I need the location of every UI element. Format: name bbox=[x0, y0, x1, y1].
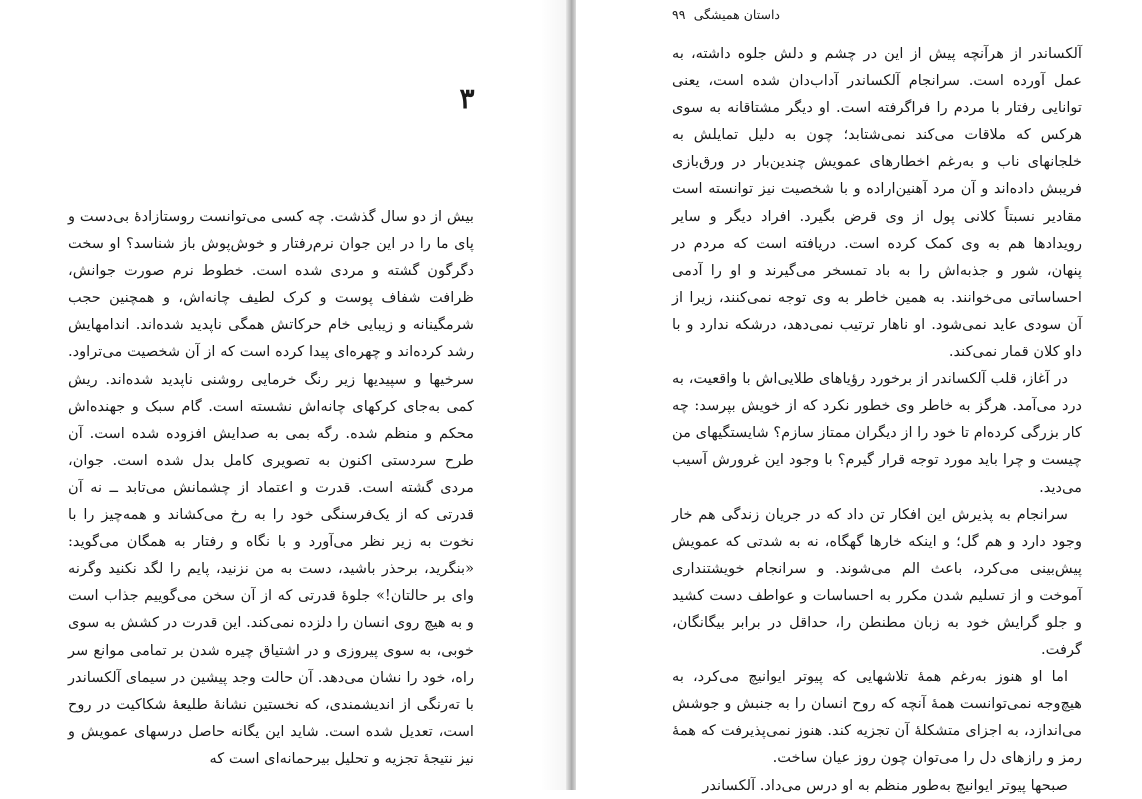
text-line: سرانجام به پذیرش این افکار تن داد که در جریان زندگی هم خار bbox=[672, 505, 1068, 523]
text-paragraph bbox=[68, 203, 474, 772]
text-line: به رخ می‌کشاند و همه‌چیز را با نخوت به زیر نظر می‌آورد و با نگاه و bbox=[68, 506, 475, 551]
text-line: زیبایی خام حرکاتش همگی ناپدید شده‌اند. اندامهایش رشد کرده‌اند bbox=[68, 316, 474, 361]
text-line: اعتماد از چشمانش می‌تابد ــ نه آن قدرتی که از یک‌فرسنگی خود را bbox=[68, 478, 474, 524]
text-line: که همهٔ رمز و رازهای دل را می‌توان چون روز عیان ساخت. bbox=[672, 722, 1082, 767]
text-line: ما را در این جوان نرم‌رفتار و خوش‌پوش باز شناسد؟ او سخت bbox=[68, 235, 449, 253]
text-paragraph bbox=[672, 501, 1082, 664]
text-line: به تصویری کامل بدل شده است. جوان، مردی گشته است. قدرت و bbox=[68, 451, 474, 496]
text-paragraph bbox=[672, 772, 1082, 799]
text-line: آسیب می‌دید. bbox=[672, 451, 1082, 496]
text-line: آورده است. سرانجام آلکساندر آداب‌دان شده است، یعنی توانایی bbox=[672, 72, 1082, 117]
text-line: من چیست و چرا باید مورد توجه قرار گیرم؟ با وجود این غرورش bbox=[671, 424, 1082, 469]
text-line: شفاف پوست و کرک لطیف چانه‌اش، و همچنین حجب شرمگینانه و bbox=[68, 289, 475, 334]
text-line: نمی‌دهد، درشکه ندارد و با داو کلان قمار نمی‌کند. bbox=[672, 315, 1082, 361]
running-head-title: داستان همیشگی bbox=[693, 7, 780, 22]
text-paragraph bbox=[672, 40, 1082, 365]
text-line: به‌رغم اخطارهای عمویش چندین‌بار در ورق‌بازی فریبش داده‌اند و bbox=[672, 153, 1083, 198]
text-paragraph bbox=[672, 365, 1082, 500]
text-line: کرده است. دریافته است که مردم در پنهان، شور و جذبه‌اش را به باد bbox=[672, 234, 1082, 279]
text-line: شده. رگه بمی به صدایش افزوده شده است. آن طرح سردستی اکنون bbox=[68, 424, 474, 469]
text-line: آموخت و از تسلیم شدن مکرر به احساسات و عواطف دست کشید و bbox=[672, 586, 1082, 631]
text-line: وی توجه نمی‌کنند، زیرا از آن سودی عاید نمی‌شود. او ناهار ترتیب bbox=[672, 288, 1082, 333]
text-line: پول از وی قرض بگیرد. افراد دیگر و سایر رویدادها هم به وی کمک bbox=[672, 207, 1083, 252]
text-line: درسهای عمویش و نیز نتیجهٔ تجزیه و تحلیل بیرحمانه‌ای است که bbox=[68, 722, 474, 767]
text-line: جلو گرایش خود به زبان مطنطن را، حداقل در برابر بیگانگان، گرفت. bbox=[672, 613, 1082, 659]
text-line: پایم را لگد نکنید وگرنه وای بر حالتان!» جلوهٔ قدرتی که از آن سخن bbox=[68, 560, 474, 605]
text-line: و چهره‌ای پیدا کرده است که از آن شخصیت می‌تراود. سرخیها و bbox=[68, 343, 474, 388]
left-page bbox=[0, 0, 566, 790]
text-line: تمامی موانع سر راه، خود را نشان می‌دهد. آن حالت وجد پیشین در bbox=[68, 641, 474, 686]
running-head bbox=[672, 5, 780, 25]
text-line: به درد می‌آمد. هرگز به خاطر وی خطور نکرد که از خویش بپرسد: bbox=[672, 370, 1083, 415]
text-line: رفتار با مردم را فراگرفته است. او دیگر مشتاقانه به سوی هرکس که bbox=[672, 99, 1083, 144]
left-page-text bbox=[68, 203, 474, 772]
text-line: سپیدیها زیر رنگ خرمایی روشنی ناپدید شده‌اند. ریش کمی به‌جای bbox=[68, 370, 474, 415]
text-line: چه کار بزرگی کرده‌ام تا خود را از دیگران ممتاز سازم؟ شایستگیهای bbox=[672, 397, 1082, 442]
right-page-text bbox=[672, 40, 1082, 799]
book-gutter bbox=[566, 0, 576, 790]
text-line: رفتار به همگان می‌گوید: «بنگرید، برحذر باشید، دست به من نزنید، bbox=[68, 533, 474, 578]
text-line: صبحها پیوتر ایوانیچ به‌طور منظم به او درس می‌داد. آلکساندر bbox=[702, 776, 1068, 794]
text-line: اما او هنوز به‌رغم همهٔ تلاشهایی که پیوتر ایوانیچ می‌کرد، bbox=[692, 668, 1069, 686]
text-line: بیش از دو سال گذشت. چه کسی می‌توانست روستازادهٔ بی‌دست و پای bbox=[68, 208, 474, 253]
text-line: در کشش به سوی خوبی، به سوی پیروزی و در اشتیاق چیره شدن بر bbox=[68, 614, 475, 659]
gutter-shadow-left bbox=[540, 0, 566, 790]
text-line: آن مرد آهنین‌اراده و با شخصیت نیز توانسته است مقادیر نسبتاً کلانی bbox=[672, 180, 1082, 225]
text-line: تمسخر می‌گیرند و او را آدمی احساساتی می‌خوانند. به همین خاطر به bbox=[672, 261, 1082, 306]
page-number: ۹۹ bbox=[672, 7, 686, 22]
chapter-number: ۳ bbox=[459, 82, 475, 115]
text-line: در آغاز، قلب آلکساندر از برخورد رؤیاهای طلایی‌اش با واقعیت، bbox=[688, 370, 1068, 388]
text-line: دگرگون گشته و مردی شده است. خطوط نرم صورت جوانش، ظرافت bbox=[68, 262, 474, 307]
text-line: ملاقات می‌کند نمی‌شتابد؛ چون به دلیل تمایلش به خلجانهای ناب و bbox=[672, 126, 1083, 171]
text-line: وجود دارد و هم گل؛ و اینکه خارها گهگاه، نه به شدتی که عمویش bbox=[672, 532, 1082, 550]
text-line: پیش‌بینی می‌کرد، باعث الم می‌شوند. و سرانجام خویشتنداری bbox=[672, 559, 1082, 577]
text-line: به هیچ‌وجه نمی‌توانست همهٔ آنچه که روح انسان را به جنبش و bbox=[672, 668, 1083, 713]
text-line: کرکهای چانه‌اش نشسته است. گام سبک و جهنده‌اش محکم و منظم bbox=[68, 397, 474, 442]
text-line: سیمای آلکساندر با ته‌رنگی از اندیشمندی، که نخستین نشانهٔ طلیعهٔ bbox=[68, 668, 474, 713]
text-paragraph bbox=[672, 663, 1082, 771]
text-line: جوشش می‌اندازد، به اجزای متشکلهٔ آن تجزیه کند. هنوز نمی‌پذیرفت bbox=[672, 695, 1083, 740]
text-line: آلکساندر از هرآنچه پیش از این در چشم و دلش جلوه داشته، به عمل bbox=[672, 45, 1083, 90]
text-line: می‌گوییم جذاب است و به هیچ روی انسان را دلزده نمی‌کند. این قدرت bbox=[68, 587, 474, 632]
text-line: شکاکیت در روح است، تعدیل شده است. شاید این یگانه حاصل bbox=[68, 695, 474, 740]
